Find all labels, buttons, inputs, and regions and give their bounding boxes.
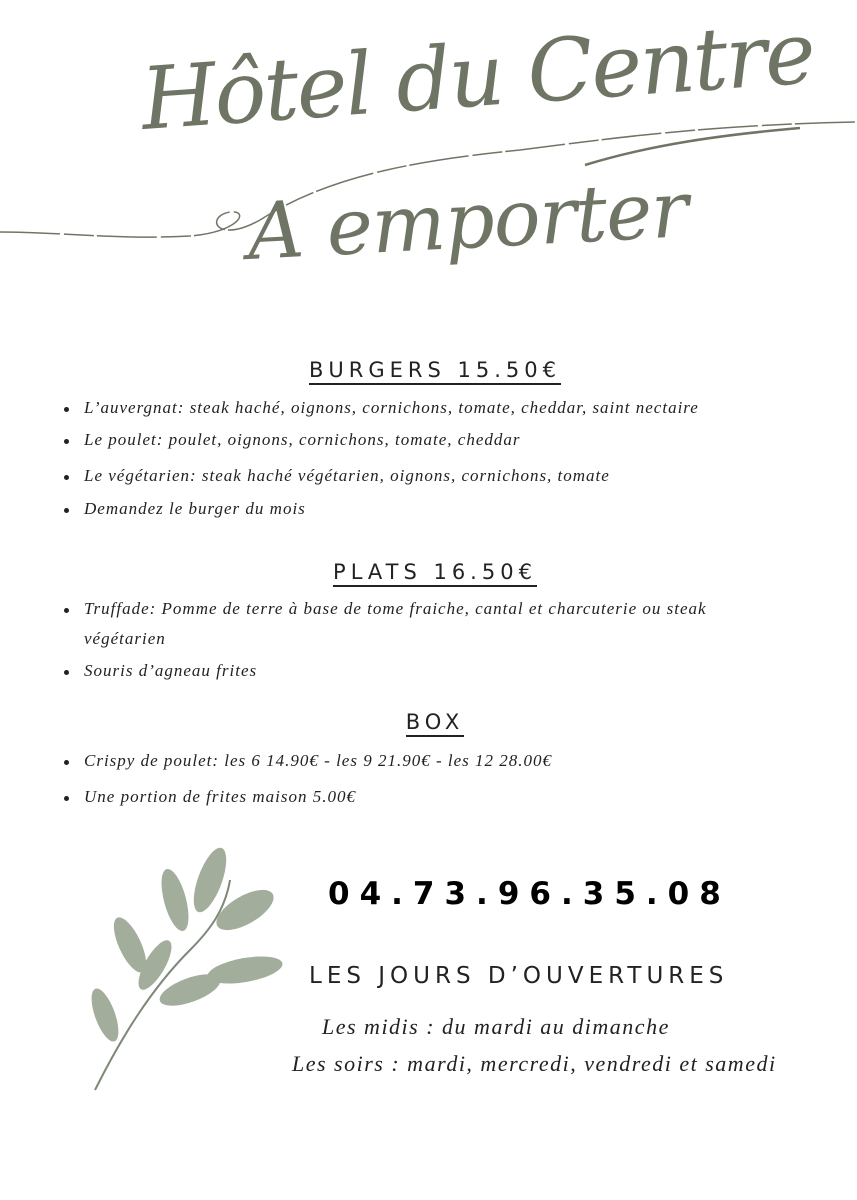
opening-days-heading: LES JOURS D’OUVERTURES [309,963,729,989]
menu-item: Demandez le burger du mois [64,499,306,519]
section-heading-plats: PLATS 16.50€ [0,560,857,584]
dinner-hours: Les soirs : mardi, mercredi, vendredi et samedi [292,1051,777,1076]
menu-item: Truffade: Pomme de terre à base de tome fraiche, cantal et charcuterie ou steak [64,599,707,619]
menu-item: Souris d’agneau frites [64,661,257,681]
page-subtitle: A emporter [245,165,690,278]
lunch-hours: Les midis : du mardi au dimanche [322,1014,670,1039]
phone-number: 04.73.96.35.08 [328,876,731,912]
page-title: Hôtel du Centre [138,3,817,151]
menu-item: Le végétarien: steak haché végétarien, oignons, cornichons, tomate [64,466,610,486]
section-heading-box: BOX [0,710,857,734]
menu-item: L’auvergnat: steak haché, oignons, cornichons, tomate, cheddar, saint nectaire [64,398,699,418]
menu-item: Crispy de poulet: les 6 14.90€ - les 9 21.90€ - les 12 28.00€ [64,751,552,771]
leaf-illustration [80,840,290,1100]
menu-item-continuation: végétarien [84,629,166,648]
menu-item: Une portion de frites maison 5.00€ [64,787,356,807]
section-heading-burgers: BURGERS 15.50€ [0,358,857,382]
menu-item: Le poulet: poulet, oignons, cornichons, tomate, cheddar [64,430,521,450]
